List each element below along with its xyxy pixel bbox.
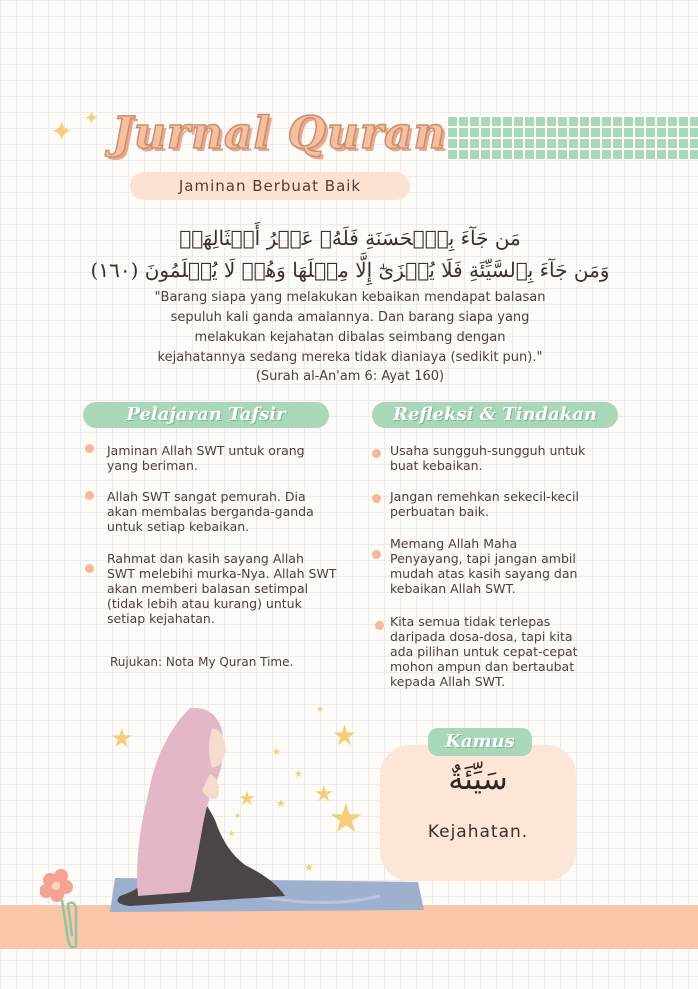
face-shape	[209, 728, 226, 768]
star-icon: ★	[272, 747, 281, 758]
bullet-dot	[372, 494, 381, 503]
page-subtitle: Jaminan Berbuat Baik	[130, 172, 410, 200]
bullet-dot	[85, 491, 94, 500]
star-icon: ★	[304, 861, 314, 874]
bullet-dot	[372, 550, 381, 559]
bullet-dot	[372, 449, 381, 458]
kamus-meaning: Kejahatan.	[427, 822, 529, 842]
star-icon: ★	[332, 719, 358, 752]
star-icon: ★	[110, 724, 134, 754]
flower-clip-icon	[40, 869, 76, 947]
page-title: Jurnal Quran	[112, 108, 447, 159]
tafsir-point-2: Allah SWT sangat pemurah. Dia akan membalas berganda-ganda untuk setiap kebaikan.	[107, 489, 314, 534]
refleksi-point-3: Memang Allah Maha Penyayang, tapi jangan ambil mudah atas kasih sayang dan kebaikan Allah SWT.	[390, 536, 578, 596]
tafsir-heading: Pelajaran Tafsir	[83, 402, 329, 428]
refleksi-point-2: Jangan remehkan sekecil-kecil perbuatan baik.	[390, 489, 579, 519]
translation-line: "Barang siapa yang melakukan kebaikan mendapat balasan	[154, 290, 546, 305]
refleksi-heading: Refleksi & Tindakan	[372, 402, 618, 428]
star-icon: ★	[228, 829, 236, 838]
translation-line: melakukan kejahatan dibalas seimbang dengan	[194, 330, 506, 345]
bullet-dot	[375, 621, 384, 630]
verse-source: (Surah al-An'am 6: Ayat 160)	[255, 369, 445, 384]
green-grid-band	[446, 115, 698, 160]
star-icon: ★	[314, 782, 334, 807]
star-icon: ★	[276, 797, 286, 810]
arabic-verse-line-2: وَمَن جَآءَ بِٱلسَّيِّئَةِ فَلَا يُجۡزَىٰٓ إِلَّا مِثۡلَهَا وَهُمۡ لَا يُظۡلَمُونَ (١٦٠)	[90, 258, 610, 282]
tafsir-point-3: Rahmat dan kasih sayang Allah SWT melebihi murka-Nya. Allah SWT akan memberi balasan setimpal (tidak lebih atau kurang) untuk setiap kejahatan.	[107, 551, 337, 626]
star-icon: ★	[234, 811, 242, 820]
tafsir-point-1: Jaminan Allah SWT untuk orang yang beriman.	[107, 443, 305, 473]
sparkle-icon: ✦	[84, 108, 100, 129]
arabic-verse-line-1: مَن جَآءَ بِٱلۡحَسَنَةِ فَلَهُۥ عَشۡرُ أَمۡثَالِهَاۖ	[179, 226, 521, 250]
kamus-heading: Kamus	[428, 728, 532, 756]
bullet-dot	[85, 444, 94, 453]
translation-line: sepuluh kali ganda amalannya. Dan barang siapa yang	[170, 310, 530, 325]
bullet-dot	[85, 564, 94, 573]
reference-note: Rujukan: Nota My Quran Time.	[110, 655, 294, 669]
refleksi-point-4: Kita semua tidak terlepas daripada dosa-dosa, tapi kita ada pilihan untuk cepat-cepat mohon ampun dan bertaubat kepada Allah SWT.	[390, 614, 578, 689]
kamus-arabic-word: سَيِّئَةٌ	[448, 762, 508, 797]
refleksi-point-1: Usaha sungguh-sungguh untuk buat kebaikan.	[390, 443, 586, 473]
star-icon: ★	[238, 786, 256, 810]
star-icon: ★	[316, 705, 325, 715]
verse-translation	[100, 288, 600, 368]
star-icon: ★	[328, 796, 364, 842]
star-icon: ★	[294, 769, 303, 780]
translation-line: kejahatannya sedang mereka tidak dianiaya (sedikit pun)."	[157, 350, 543, 365]
sparkle-icon: ✦	[50, 115, 74, 148]
